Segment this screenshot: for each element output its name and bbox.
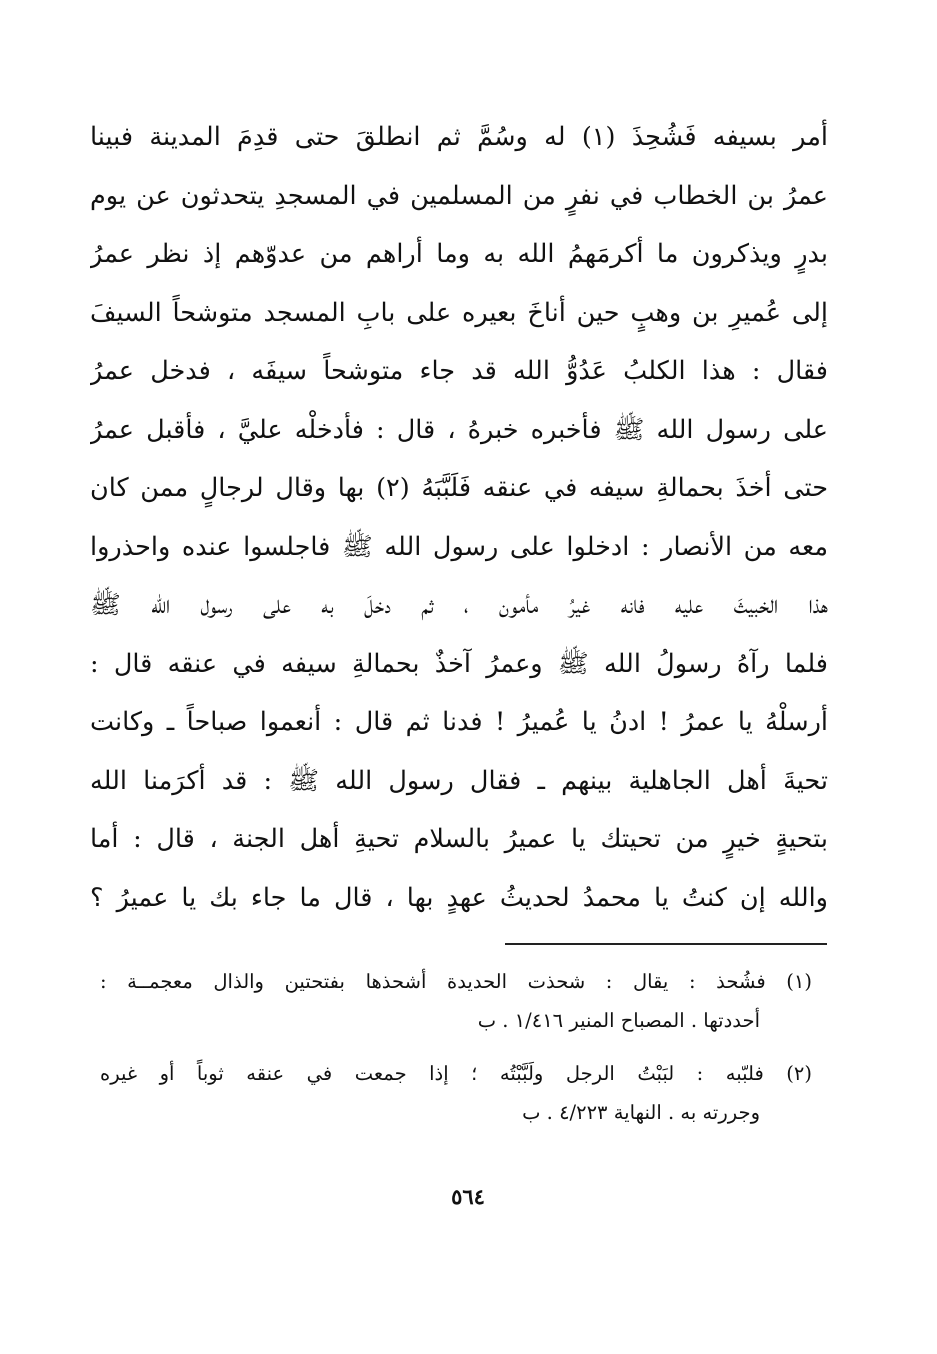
text-line: والله إن كنتُ يا محمدُ لحديثُ عهدٍ بها ، قال ما جاء بك يا عميرُ ؟ [90, 882, 828, 913]
footnote-text: فشُحذ : يقال : شحذت الحديدة أشحذها بفتحتين والذال معجمــة : [100, 970, 766, 993]
footnote-text: فلبّبه : لبَبْتُ الرجل ولَبَّبْتُه ؛ إذا جمعت في عنقه ثوباً أو غيره [100, 1062, 764, 1085]
text-line: عمرُ بن الخطاب في نفرٍ من المسلمين في المسجدِ يتحدثون عن يوم [90, 180, 828, 211]
footnote-marker: (٢) [786, 1062, 812, 1085]
text-line: حتى أخذَ بحمالةِ سيفه في عنقه فَلَبَّبَهُ (٢) بها وقال لرجالٍ ممن كان [90, 473, 828, 503]
footnote-line [100, 962, 812, 1001]
text-line: أمر بسيفه فَشُحِذَ (١) له وسُمَّ ثم انطلقَ حتى قدِمَ المدينة فبينا [90, 122, 828, 152]
text-line: بتحيةٍ خيرٍ من تحيتك يا عميرُ بالسلام تحيةِ أهل الجنة ، قال : أما [90, 824, 828, 854]
page-number: ٥٦٤ [451, 1184, 485, 1209]
text-line: فقال : هذا الكلبُ عَدُوُّ الله قد جاء متوشحاً سيفَه ، فدخل عمرُ [90, 356, 828, 386]
text-line: على رسول الله ﷺ فأخبره خبرهُ ، قال : فأدخلْه عليَّ ، فأقبل عمرُ [90, 414, 828, 445]
text-line: تحيةَ أهل الجاهلية بينهم ـ فقال رسول الله ﷺ : قد أكرَمنا الله [90, 765, 828, 796]
footnote-line: وجررته به . النهاية ٤/٢٢٣ . ب [522, 1101, 760, 1124]
footnote-line [100, 1054, 812, 1093]
footnote-1 [100, 962, 812, 1040]
footnote-2 [100, 1054, 812, 1132]
main-text [90, 108, 828, 927]
text-line: هذا الخبيثَ عليه فانه غيرُ مأمون ، ثم دخلَ به على رسول الله ﷺ [90, 590, 828, 620]
text-line: معه من الأنصار : ادخلوا على رسول الله ﷺ فاجلسوا عنده واحذروا [90, 531, 828, 562]
text-line: فلما رآهُ رسولُ الله ﷺ وعمرُ آخذٌ بحمالةِ سيفه في عنقه قال : [90, 648, 828, 679]
footnote-separator [505, 943, 827, 945]
footnote-line: أحددتها . المصباح المنير ١/٤١٦ . ب [477, 1009, 760, 1032]
text-line: إلى عُميرِ بن وهبٍ حين أناخَ بعيره على بابِ المسجد متوشحاً السيفَ [90, 297, 828, 328]
text-line: بدرٍ ويذكرون ما أكرمَهمُ الله به وما أراهم من عدوّهم إذ نظر عمرُ [90, 239, 828, 269]
text-line: أرسلْهُ يا عمرُ ! ادنُ يا عُميرُ ! فدنا ثم قال : أنعموا صباحاً ـ وكانت [90, 707, 828, 737]
footnotes [100, 962, 812, 1146]
footnote-marker: (١) [786, 970, 812, 993]
